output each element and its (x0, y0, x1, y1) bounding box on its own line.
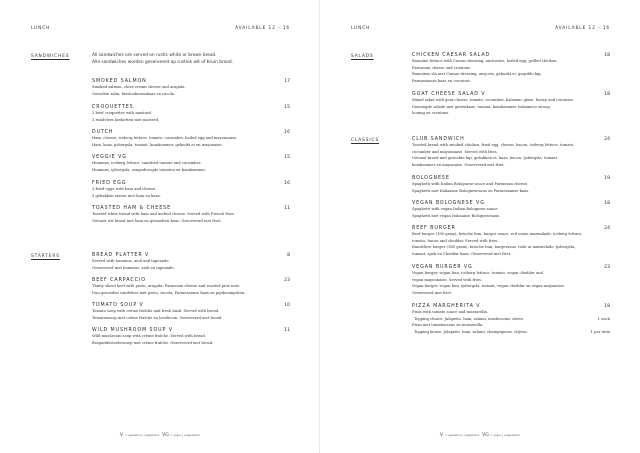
vegan-symbol: VG (162, 433, 169, 438)
item-desc: Geserveerd met friet. (412, 290, 453, 295)
item-name: WILD MUSHROOM SOUP V (92, 328, 173, 333)
item-name: CROQUETTES (92, 105, 134, 110)
vegetarian-legend-text: = vegetarian | vegetarisch (124, 434, 160, 437)
section-label-classics: CLASSICS (351, 138, 380, 143)
item-desc: Toasted bread with smoked chicken, fried egg, cheese, bacon, iceberg lettuce, tomato, (412, 143, 575, 147)
item-desc: Parmezaanse kaas en croutons. (412, 78, 471, 83)
item-name: GOAT CHEESE SALAD V (412, 92, 486, 97)
sandwiches-intro (92, 53, 290, 66)
vegetarian-symbol: V (439, 433, 444, 438)
item-desc: Bospaddestoelensoep met crème fraîche. Geserveerd met brood. (92, 340, 214, 345)
page-title: LUNCH (31, 26, 51, 31)
menu-item-croquettes (92, 105, 290, 123)
menu-item-beef-burger (412, 226, 610, 257)
item-price: 10 (284, 303, 290, 308)
topping-text: Topping keuze: Jalapeño, ham, salami, champignons, olijven. (414, 329, 528, 334)
item-desc: Spaghetti met Italiaanse Bolognesesaus en Parmezaanse kaas. (412, 188, 530, 193)
item-price: 17 (284, 79, 290, 84)
item-desc: Spaghetti with vegan Italian Bolognese sauce. (412, 207, 499, 211)
topping-price: 1 per item (590, 329, 610, 334)
item-desc: Toasted white bread with ham and melted cheese. Served with French fries. (92, 212, 235, 216)
vegetarian-legend-text: = vegetarian | vegetarisch (444, 434, 480, 437)
item-desc: Served with hummus, aioli and tapenade. (92, 259, 170, 263)
topping-text: Topping choice: Jalapeño, ham, salami, mushrooms, olives. (414, 316, 525, 321)
item-desc: Mixed salad with goat cheese, tomato, cucumber, balsamic glaze, honey and croutons. (412, 98, 574, 102)
item-name: VEGAN BURGER VG (412, 265, 473, 270)
item-name: DUTCH (92, 130, 114, 135)
item-name: PIZZA MARGHERITA V (412, 304, 481, 309)
intro-line: Alle sandwiches worden geserveerd op rustiek wit of bruin brood. (92, 59, 233, 65)
item-desc: Hummus, ijsbergsla, zongedroogde tomaten en komkommer. (92, 167, 206, 172)
item-desc: Pizza met tomatensaus en mozzarella. (412, 323, 484, 327)
item-desc: Tomato soup with crème fraîche and fresh basil. Served with bread. (92, 309, 220, 313)
item-desc: cucumber and mayonnaise. Served with fries. (412, 149, 498, 154)
item-desc: 2 rundvlees kroketten met mosterd. (92, 117, 160, 122)
item-price: 24 (604, 137, 610, 142)
item-desc: Vegan burger, vegan bun, ijsbergsla, tomaat, vegan cheddar en vegan mayonaise. (412, 284, 566, 288)
item-desc: Wild mushroom soup with crème fraîche. Served with bread. (92, 334, 207, 338)
item-desc: komkommer en mayonaise. Geserveerd met friet. (412, 162, 505, 167)
availability-label: AVAILABLE 12 - 16 (555, 26, 610, 31)
item-desc: Geserveerd met hummus, aioli en tapenade. (92, 265, 175, 270)
item-desc: Vegan burger, vegan bun, iceberg lettuce, tomato, vegan cheddar and (412, 271, 543, 275)
item-desc: vegan mayonnaise. Served with fries. (412, 277, 483, 282)
item-desc: tomato, bacon and cheddar. Served with fries. (412, 238, 499, 243)
menu-item-wild-mushroom-soup (92, 328, 290, 346)
item-price: 11 (284, 206, 290, 211)
menu-item-goat-cheese-salad (412, 92, 610, 117)
item-price: 18 (604, 201, 610, 206)
item-price: 18 (604, 53, 610, 58)
menu-item-bolognese (412, 176, 610, 194)
menu-item-vegan-bolognese (412, 201, 610, 219)
item-name: BEEF CARPACCIO (92, 278, 146, 283)
item-desc: Spaghetti with Italian Bolognese sauce and Parmesan cheese. (412, 182, 529, 186)
item-desc: tomaat, spek en Cheddar kaas. Geserveerd met friet. (412, 251, 512, 256)
menu-item-toasted-ham-cheese (92, 206, 290, 224)
item-name: BREAD PLATTER V (92, 253, 150, 258)
item-desc: Romaine lettuce with Caesar dressing, anchovies, boiled egg, grilled chicken, (412, 59, 558, 63)
item-desc: Getoast wit brood met ham en gesmolten kaas. Geserveerd met friet. (92, 218, 222, 223)
item-price: 18 (604, 92, 610, 97)
availability-label: AVAILABLE 12 - 16 (235, 26, 290, 31)
item-name: BEEF BURGER (412, 226, 456, 231)
item-name: TOASTED HAM & CHEESE (92, 206, 172, 211)
item-desc: Pizza with tomato sauce and mozzarella. (412, 310, 489, 314)
item-name: CHICKEN CAESAR SALAD (412, 53, 491, 58)
vegan-symbol: VG (482, 433, 489, 438)
vegan-legend-text: = vegan | veganistisch (170, 434, 201, 437)
menu-item-club-sandwich (412, 137, 610, 168)
item-name: TOMATO SOUP V (92, 303, 144, 308)
item-desc: honing en croutons. (412, 111, 450, 115)
menu-item-veggie (92, 155, 290, 173)
item-name: CLUB SANDWICH (412, 137, 465, 142)
item-name: SMOKED SALMON (92, 79, 147, 84)
item-desc: Getoast brood met gerookte kip, gebakken ei, kaas, bacon, ijsbergsla, tomaat, (412, 156, 559, 160)
item-desc: Ham, kaas, ijsbergsla, tomaat, komkommer, gekookt ei en mayonaise. (92, 142, 223, 147)
section-label-sandwiches: SANDWICHES (31, 54, 70, 59)
item-price: 24 (604, 226, 610, 231)
item-price: 23 (284, 278, 290, 283)
item-name: VEGAN BOLOGNESE VG (412, 201, 485, 206)
menu-item-smoked-salmon (92, 79, 290, 97)
item-name: VEGGIE VG (92, 155, 127, 160)
item-desc: Gerookte zalm, bieslookroomkaas en rucola. (92, 91, 176, 96)
menu-item-chicken-caesar-salad (412, 53, 610, 84)
menu-item-tomato-soup (92, 303, 290, 321)
menu-item-dutch (92, 130, 290, 148)
menu-item-fried-egg (92, 181, 290, 199)
vegetarian-symbol: V (119, 433, 124, 438)
item-desc: Rundvlees burger (180 gram), brioche bun, burgersaus, rode ui marmelade, ijsbergsla, (412, 245, 576, 249)
item-desc: Hummus, iceberg lettuce, sundried tomato and cucumber. (92, 161, 202, 165)
item-name: BOLOGNESE (412, 176, 450, 181)
page-title: LUNCH (351, 26, 371, 31)
vegan-legend-text: = vegan | veganistisch (490, 434, 521, 437)
item-desc: Spaghetti met vegan Italiaanse Bolognesesaus. (412, 213, 501, 218)
item-price: 15 (284, 155, 290, 160)
diet-legend (0, 433, 320, 438)
menu-item-pizza-margherita (412, 304, 610, 335)
menu-item-beef-carpaccio (92, 278, 290, 296)
diet-legend (320, 433, 640, 438)
menu-item-bread-platter (92, 253, 290, 271)
item-desc: 2 beef croquettes with mustard. (92, 111, 153, 115)
topping-price: 1 each (597, 316, 610, 321)
item-price: 11 (284, 328, 290, 333)
item-desc: Thinly sliced beef with pesto, arugula, Parmesan cheese and roasted pine nuts. (92, 284, 241, 288)
topping-line (412, 329, 610, 336)
item-desc: Smoked salmon, chive cream cheese and arugula. (92, 85, 186, 89)
item-desc: Ham, cheese, iceberg lettuce, tomato, cucumber, boiled egg and mayonnaise. (92, 136, 238, 140)
item-price: 8 (287, 253, 290, 258)
item-desc: 3 fried eggs with ham and cheese. (92, 187, 157, 191)
item-price: 18 (604, 304, 610, 309)
intro-line: All sandwiches are served on rustic white or brown bread. (92, 53, 217, 58)
item-desc: 3 gebakken eieren met ham en kaas. (92, 193, 161, 198)
item-price: 16 (284, 130, 290, 135)
item-price: 16 (284, 181, 290, 186)
menu-page-right (320, 0, 640, 453)
menu-item-vegan-burger (412, 265, 610, 296)
item-desc: Dun gesneden rundvlees met pesto, rucola, Parmezaanse kaas en pijnboompitten. (92, 290, 246, 295)
item-name: FRIED EGG (92, 181, 127, 186)
item-desc: Beef burger (180 gram), brioche bun, burger sauce, red onion marmalade, iceberg lettuce, (412, 232, 583, 236)
section-label-salads: SALADS (351, 54, 374, 59)
item-price: 15 (284, 105, 290, 110)
item-desc: Tomatensoep met crème fraîche en basilicum. Geserveerd met brood. (92, 315, 223, 320)
item-desc: Gemengde salade met geitenkaas, tomaat, komkommer, balsamico siroop, (412, 104, 551, 109)
item-price: 23 (604, 265, 610, 270)
item-price: 19 (604, 176, 610, 181)
item-desc: Romeinse sla met Caesar dressing, ansjovis, gekookt ei, gegrilde kip, (412, 72, 542, 76)
section-label-starters: STARTERS (31, 254, 60, 259)
item-desc: Parmesan cheese and croutons. (412, 65, 472, 70)
